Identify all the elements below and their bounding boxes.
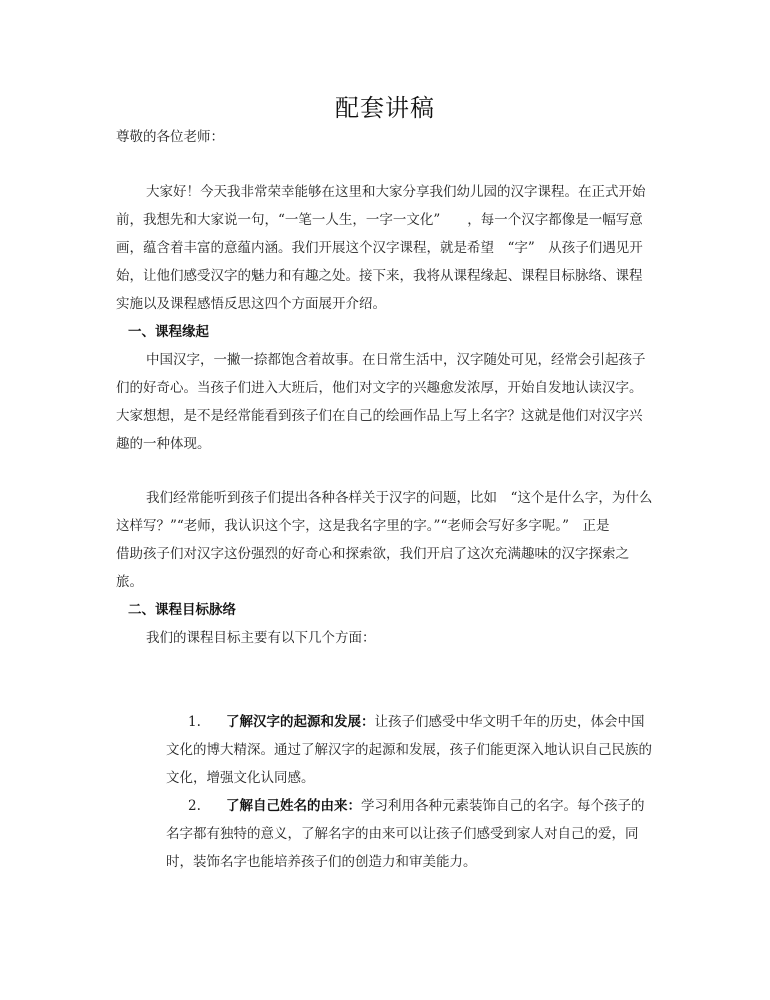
intro-line: 大家好！今天我非常荣幸能够在这里和大家分享我们幼儿园的汉字课程。在正式开始	[146, 184, 646, 200]
goal-text: 学习利用各种元素装饰自己的名字。每个孩子的	[361, 798, 645, 814]
paragraph-line: 借助孩子们对汉字这份强烈的好奇心和探索欲，我们开启了这次充满趣味的汉字探索之	[116, 546, 629, 562]
intro-line: 实施以及课程感悟反思这四个方面展开介绍。	[116, 296, 386, 312]
goal-number: 2.	[188, 798, 201, 814]
intro-line: 前，我想先和大家说一句，“一笔一人生，一字一文化” ，每一个汉字都像是一幅写意	[116, 212, 643, 228]
paragraph-line: 们的好奇心。当孩子们进入大班后，他们对文字的兴趣愈发浓厚，开始自发地认读汉字。	[116, 380, 643, 396]
goal-heading: 了解汉字的起源和发展：	[226, 714, 375, 730]
goal-number: 1.	[188, 714, 201, 730]
goal-text-line: 时，装饰名字也能培养孩子们的创造力和审美能力。	[166, 854, 477, 870]
paragraph-line: 中国汉字，一撇一捺都饱含着故事。在日常生活中，汉字随处可见，经常会引起孩子	[146, 352, 646, 368]
section-heading-goals: 二、课程目标脉络	[128, 602, 236, 618]
goal-heading: 了解自己姓名的由来：	[226, 798, 361, 814]
goal-item-first-line	[188, 712, 748, 732]
goal-text-line: 名字都有独特的意义，了解名字的由来可以让孩子们感受到家人对自己的爱，同	[166, 826, 639, 842]
greeting: 尊敬的各位老师：	[116, 129, 224, 145]
paragraph-line: 趣的一种体现。	[116, 436, 211, 452]
section-heading-origin: 一、课程缘起	[128, 324, 209, 340]
goal-item-first-line	[188, 796, 748, 816]
goal-text-line: 文化的博大精深。通过了解汉字的起源和发展，孩子们能更深入地认识自己民族的	[166, 742, 652, 758]
paragraph-line: 旅。	[116, 574, 143, 590]
intro-line: 画，蕴含着丰富的意蕴内涵。我们开展这个汉字课程，就是希望 “字” 从孩子们遇见开	[116, 240, 643, 256]
paragraph-line: 这样写？”“老师，我认识这个字，这是我名字里的字。”“老师会写好多字呢。” 正是	[116, 518, 610, 534]
page-title: 配套讲稿	[335, 94, 435, 122]
goal-text: 让孩子们感受中华文明千年的历史，体会中国	[374, 714, 645, 730]
intro-line: 始，让他们感受汉字的魅力和有趣之处。接下来，我将从课程缘起、课程目标脉络、课程	[116, 268, 643, 284]
goal-text-line: 文化，增强文化认同感。	[166, 770, 315, 786]
paragraph-line: 大家想想，是不是经常能看到孩子们在自己的绘画作品上写上名字？这就是他们对汉字兴	[116, 408, 643, 424]
paragraph-line: 我们经常能听到孩子们提出各种各样关于汉字的问题，比如 “这个是什么字，为什么	[146, 490, 653, 506]
paragraph-line: 我们的课程目标主要有以下几个方面：	[146, 630, 376, 646]
